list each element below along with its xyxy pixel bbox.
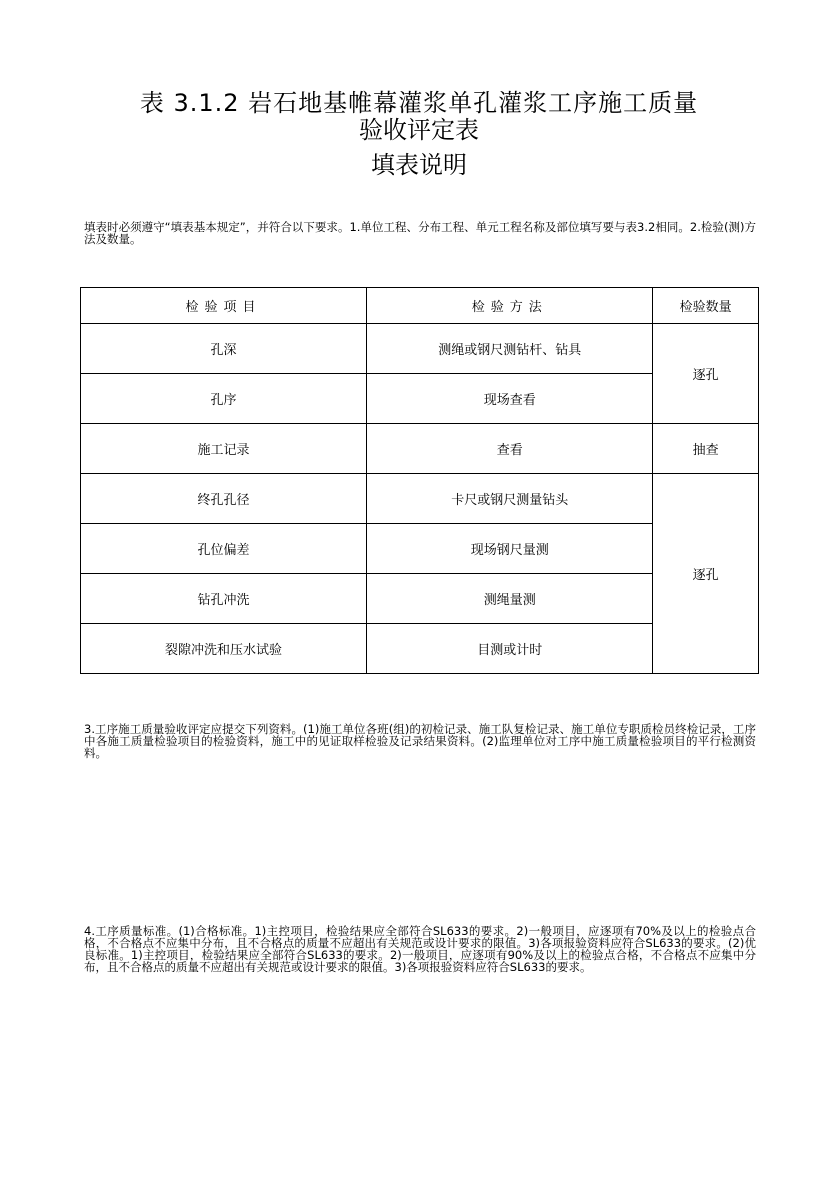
row-quantity: 逐孔 bbox=[653, 324, 759, 424]
table-row bbox=[81, 424, 759, 474]
row-item: 钻孔冲洗 bbox=[81, 574, 367, 624]
table-header-row bbox=[81, 288, 759, 324]
row-method: 测绳或钢尺测钻杆、钻具 bbox=[367, 324, 653, 374]
row-item: 施工记录 bbox=[81, 424, 367, 474]
row-method: 测绳量测 bbox=[367, 574, 653, 624]
instruction-paragraph-1: 填表时必须遵守“填表基本规定”，并符合以下要求。1.单位工程、分布工程、单元工程名称及部位填写要与表3.2相同。2.检验(测)方法及数量。 bbox=[84, 220, 756, 246]
row-item: 裂隙冲洗和压水试验 bbox=[81, 624, 367, 674]
row-item: 终孔孔径 bbox=[81, 474, 367, 524]
header-inspection-item: 检验项目 bbox=[81, 288, 367, 324]
table-row bbox=[81, 474, 759, 524]
row-quantity: 逐孔 bbox=[653, 474, 759, 674]
row-item: 孔序 bbox=[81, 374, 367, 424]
table-title: 表 3.1.2 岩石地基帷幕灌浆单孔灌浆工序施工质量 bbox=[139, 89, 699, 117]
row-method: 查看 bbox=[367, 424, 653, 474]
row-method: 目测或计时 bbox=[367, 624, 653, 674]
inspection-table bbox=[80, 287, 759, 674]
row-method: 现场钢尺量测 bbox=[367, 524, 653, 574]
instruction-paragraph-3: 3.工序施工质量验收评定应提交下列资料。(1)施工单位各班(组)的初检记录、施工队复检记录、施工单位专职质检员终检记录，工序中各施工质量检验项目的检验资料，施工中的见证取样检验及记录结果资料。(2)监理单位对工序中施工质量检验项目的平行检测资料。 bbox=[84, 722, 756, 760]
row-method: 现场查看 bbox=[367, 374, 653, 424]
table-title-continued: 验收评定表 bbox=[359, 116, 479, 144]
row-item: 孔深 bbox=[81, 324, 367, 374]
header-inspection-quantity: 检验数量 bbox=[653, 288, 759, 324]
row-method: 卡尺或钢尺测量钻头 bbox=[367, 474, 653, 524]
table-row bbox=[81, 324, 759, 374]
row-item: 孔位偏差 bbox=[81, 524, 367, 574]
instruction-paragraph-4: 4.工序质量标准。(1)合格标准。1)主控项目，检验结果应全部符合SL633的要求。2)一般项目，应逐项有70%及以上的检验点合格，不合格点不应集中分布，且不合格点的质量不应超出有关规范或设计要求的限值。3)各项报验资料应符合SL633的要求。(2)优良标准。1)主控项目，检验结果应全部符合SL633的要求。2)一般项目，应逐项有90%及以上的检验点合格，不合格点不应集中分布，且不合格点的质量不应超出有关规范或设计要求的限值。3)各项报验资料应符合SL633的要求。 bbox=[84, 924, 756, 974]
section-heading: 填表说明 bbox=[371, 151, 467, 179]
row-quantity: 抽查 bbox=[653, 424, 759, 474]
header-inspection-method: 检验方法 bbox=[367, 288, 653, 324]
